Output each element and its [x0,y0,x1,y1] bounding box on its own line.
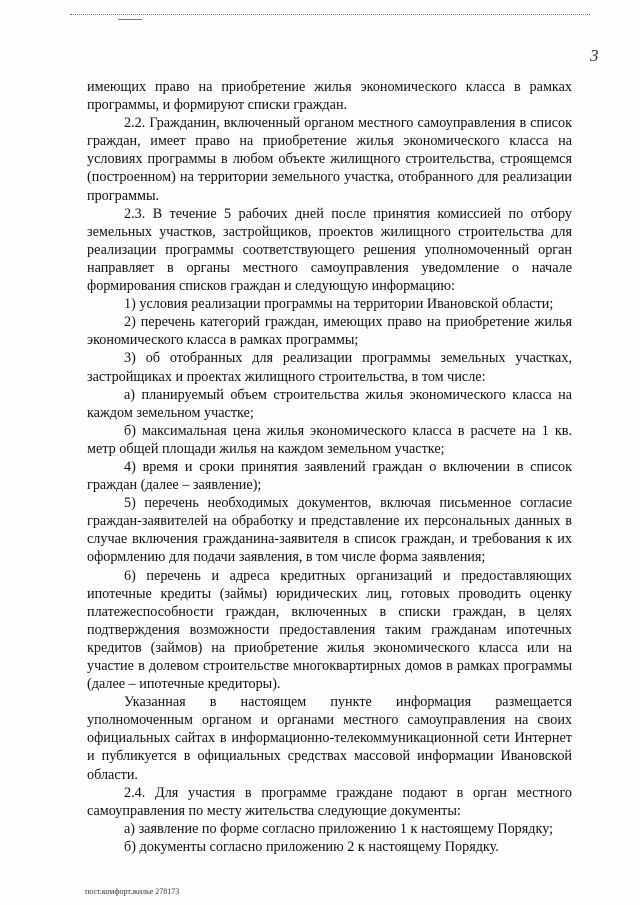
document-body [87,78,572,856]
list-item-4: 4) время и сроки принятия заявлений граждан о включении в список граждан (далее – заявление); [87,458,572,494]
top-rule-mark [118,19,142,20]
page-number: 3 [590,46,599,65]
footer-file-code: пост.комфорт.жилье 278173 [85,887,180,896]
paragraph-continuation: имеющих право на приобретение жилья экономического класса в рамках программы, и формируют списки граждан. [87,79,572,114]
list-item-3: 3) об отобранных для реализации программы земельных участках, застройщиках и проектах жилищного строительства, в том числе: [87,350,572,385]
paragraph-2-4: 2.4. Для участия в программе граждане подают в орган местного самоуправления по месту жительства следующие документы: [87,784,572,819]
list-item-5: 5) перечень необходимых документов, включая письменное согласие граждан-заявителей на обработку и представление их персональных данных в случае включения гражданина-заявителя в список граждан, и требования к их оформлению для подачи заявления, в том числе форма заявления; [87,495,572,566]
list-item-1: 1) условия реализации программы на территории Ивановской области; [124,296,554,313]
list-item-6: 6) перечень и адреса кредитных организаций и предоставляющих ипотечные кредиты (займы) юридических лиц, готовых проводить оценку платежеспособности граждан, включенных в списки граждан, в целях подтверждения возможности предоставления таким гражданам ипотечных кредитов (займов) на приобретение жилья экономического класса или на участие в долевом строительстве многоквартирных домов в рамках программы (далее – ипотечные кредиторы). [87,567,572,693]
list-item-b: б) документы согласно приложению 2 к настоящему Порядку. [124,838,499,855]
list-item-a: а) заявление по форме согласно приложению 1 к настоящему Порядку; [124,820,554,837]
top-rule [70,14,590,15]
paragraph-2-3: 2.3. В течение 5 рабочих дней после принятия комиссией по отбору земельных участков, застройщиков, проектов жилищного строительства для реализации программы соответствующего решения уполномоченный орган направляет в органы местного самоуправления уведомление о начале формирования списков граждан и следующую информацию: [87,205,572,295]
list-item-3a: а) планируемый объем строительства жилья экономического класса на каждом земельном участке; [87,386,572,421]
list-item-2: 2) перечень категорий граждан, имеющих право на приобретение жилья экономического класса в рамках программы; [87,314,572,349]
list-item-3b: б) максимальная цена жилья экономического класса в расчете на 1 кв. метр общей площади жилья на каждом земельном участке; [87,422,572,457]
paragraph-info-placement: Указанная в настоящем пункте информация размещается уполномоченным органом и органами местного самоуправления на своих официальных сайтах в информационно-телекоммуникационной сети Интернет и публикуется в официальных средствах массовой информации Ивановской области. [87,694,572,783]
paragraph-2-2: 2.2. Гражданин, включенный органом местного самоуправления в список граждан, имеет право на приобретение жилья экономического класса на условиях программы в любом объекте жилищного строительства, строящемся (построенном) на территории земельного участка, отобранного для реализации программы. [87,115,572,204]
